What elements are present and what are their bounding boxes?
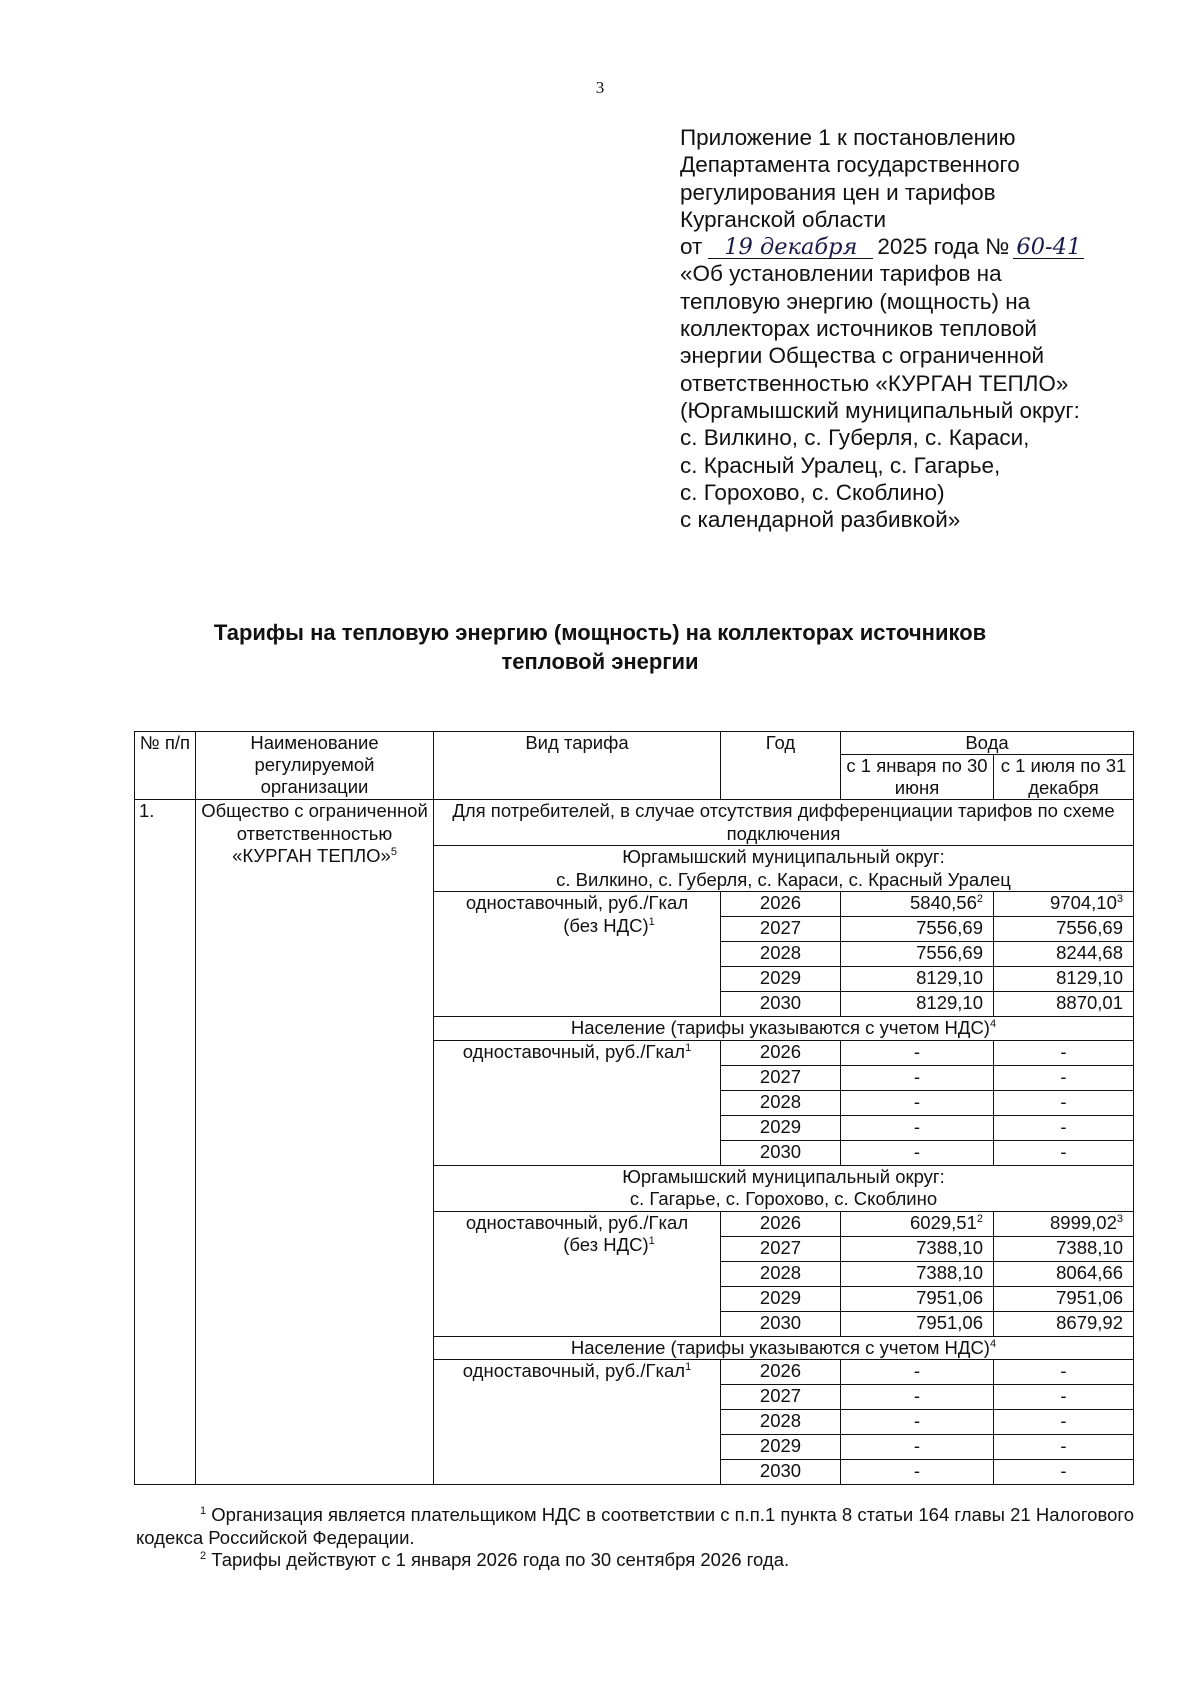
tariff-value: 8129,10: [916, 992, 983, 1013]
tariff-value-period-1: -: [841, 1435, 994, 1460]
header-row: [135, 732, 1134, 755]
appendix-subject-line: (Юргамышский муниципальный округ:: [680, 397, 1080, 423]
tariff-type-cell: [434, 1211, 721, 1336]
tariff-value: 8129,10: [916, 967, 983, 988]
tariff-value-period-2: [994, 992, 1134, 1017]
population-tariff-type-footnote-mark: 1: [685, 1360, 692, 1373]
appendix-subject-line: «Об установлении тарифов на: [680, 261, 1002, 287]
area-header: [434, 1165, 1134, 1211]
year-cell: 2026: [721, 1360, 841, 1385]
appendix-line: Приложение 1 к постановлению: [680, 125, 1016, 150]
footnote-text: Тарифы действуют с 1 января 2026 года по 30 сентября 2026 года.: [206, 1549, 790, 1570]
population-tariff-type: одноставочный, руб./Гкал: [462, 1040, 686, 1062]
tariff-type-line: одноставочный, руб./Гкал: [465, 1211, 689, 1233]
tariff-value-period-2: [994, 967, 1134, 992]
population-text-footnote-mark: 4: [989, 1337, 997, 1350]
tariff-value-period-2: -: [994, 1460, 1134, 1485]
tariff-value: 8999,02: [1050, 1211, 1117, 1233]
tariff-vat-note: (без НДС): [563, 914, 649, 936]
tariff-type-vat: [438, 1234, 716, 1257]
year-cell: 2030: [721, 1311, 841, 1336]
tariff-value-footnote-mark: 2: [976, 1212, 983, 1225]
tariff-value-period-1: [841, 1211, 994, 1236]
tariff-value: 8129,10: [1056, 967, 1123, 988]
org-name: Общество с ограниченной ответственностью «КУРГАН ТЕПЛО»: [201, 800, 428, 866]
tariff-vat-note-footnote-mark: 1: [648, 915, 655, 928]
population-tariff-type-footnote-mark: 1: [685, 1041, 692, 1054]
tariff-value-period-1: [841, 917, 994, 942]
tariff-value-period-1: [841, 942, 994, 967]
header-period-2: с 1 июля по 31 декабря: [994, 755, 1134, 800]
year-cell: 2027: [721, 917, 841, 942]
population-tariff-type: одноставочный, руб./Гкал: [462, 1360, 686, 1381]
tariff-value-period-2: [994, 1261, 1134, 1286]
page-title: [140, 618, 1060, 676]
header-water: Вода: [841, 732, 1134, 755]
tariff-value: 7388,10: [916, 1261, 983, 1283]
tariff-type-cell: [434, 892, 721, 1017]
appendix-line: регулирования цен и тарифов: [680, 179, 996, 205]
tariff-value-period-1: -: [841, 1410, 994, 1435]
tariff-value-period-1: [841, 1236, 994, 1261]
handwritten-date: 19 декабря: [708, 236, 873, 259]
tariff-value: 8064,66: [1056, 1261, 1123, 1283]
tariff-value: 7951,06: [1056, 1286, 1123, 1308]
tariff-value-footnote-mark: 3: [1116, 892, 1123, 905]
tariff-value-period-2: -: [994, 1410, 1134, 1435]
tariff-value-period-2: -: [994, 1385, 1134, 1410]
year-cell: 2028: [721, 1261, 841, 1286]
appendix-subject-line: тепловую энергию (мощность) на: [680, 288, 1031, 314]
tariff-value-period-2: -: [994, 1140, 1134, 1165]
tariff-value-period-1: -: [841, 1460, 994, 1485]
population-text: Население (тарифы указываются с учетом НДС): [570, 1336, 990, 1358]
year-cell: 2026: [721, 1211, 841, 1236]
tariff-value-period-1: [841, 1311, 994, 1336]
population-header: [434, 1017, 1134, 1041]
consumers-row: [135, 800, 1134, 846]
tariff-value: 7388,10: [916, 1236, 983, 1258]
appendix-subject-line: с. Горохово, с. Скоблино): [680, 479, 945, 505]
tariff-value-period-2: -: [994, 1090, 1134, 1115]
appendix-date-line: [680, 233, 1180, 260]
population-tariff-type-cell: [434, 1360, 721, 1485]
tariff-value: 7951,06: [916, 1311, 983, 1333]
tariff-value: 9704,10: [1050, 892, 1117, 913]
tariff-value: 6029,51: [910, 1211, 977, 1233]
appendix-subject-line: энергии Общества с ограниченной: [680, 343, 1045, 369]
tariff-value-period-2: -: [994, 1040, 1134, 1065]
from-prefix: от: [680, 234, 703, 260]
tariff-value-footnote-mark: 3: [1116, 1212, 1123, 1225]
tariff-vat-note: (без НДС): [563, 1234, 649, 1255]
tariff-value-period-2: -: [994, 1360, 1134, 1385]
tariff-table: [134, 731, 1134, 1485]
population-header: [434, 1336, 1134, 1360]
appendix-subject-line: с календарной разбивкой»: [680, 507, 961, 533]
tariff-value-period-2: [994, 892, 1134, 917]
tariff-value-period-2: [994, 942, 1134, 967]
tariff-value-period-1: [841, 967, 994, 992]
tariff-value: 7951,06: [916, 1286, 983, 1308]
appendix-subject-line: с. Вилкино, с. Губерля, с. Караси,: [680, 425, 1030, 451]
area-line: Юргамышский муниципальный округ:: [622, 846, 945, 867]
year-cell: 2030: [721, 1460, 841, 1485]
year-cell: 2029: [721, 1286, 841, 1311]
tariff-value: 7556,69: [1056, 917, 1123, 938]
appendix-subject: [680, 260, 1180, 533]
page-number: 3: [595, 78, 605, 97]
org-name-footnote-mark: 5: [390, 845, 397, 858]
year-cell: 2029: [721, 967, 841, 992]
tariff-value: 7556,69: [916, 942, 983, 963]
tariff-value: 7388,10: [1056, 1236, 1123, 1258]
year-cell: 2026: [721, 1040, 841, 1065]
footnote-text: Организация является плательщиком НДС в соответствии с п.п.1 пункта 8 статьи 164 главы 21 Налогового кодекса Российской Федерации.: [136, 1504, 1134, 1548]
tariff-value-period-1: [841, 892, 994, 917]
tariff-value-period-2: -: [994, 1115, 1134, 1140]
header-org: Наименование регулируемой организации: [196, 732, 434, 800]
year-cell: 2027: [721, 1236, 841, 1261]
header-num: № п/п: [135, 732, 196, 800]
tariff-value-period-2: [994, 1211, 1134, 1236]
year-cell: 2029: [721, 1435, 841, 1460]
tariff-value-period-1: [841, 1286, 994, 1311]
tariff-value-period-1: -: [841, 1090, 994, 1115]
year-cell: 2028: [721, 1410, 841, 1435]
tariff-value: 8679,92: [1056, 1311, 1123, 1333]
year-text: 2025 года №: [877, 234, 1010, 260]
row-number: 1.: [135, 800, 196, 1485]
area-line: Юргамышский муниципальный округ:: [622, 1165, 945, 1187]
population-text: Население (тарифы указываются с учетом НДС): [570, 1017, 990, 1038]
population-text-footnote-mark: 4: [989, 1017, 997, 1030]
year-cell: 2027: [721, 1065, 841, 1090]
tariff-vat-note-footnote-mark: 1: [648, 1234, 655, 1247]
tariff-value-period-2: [994, 1311, 1134, 1336]
tariff-value: 8870,01: [1056, 992, 1123, 1013]
header-year: Год: [721, 732, 841, 800]
appendix-line: Курганской области: [680, 206, 887, 232]
header-period-1: с 1 января по 30 июня: [841, 755, 994, 800]
tariff-value-period-1: -: [841, 1040, 994, 1065]
tariff-value-period-2: [994, 1286, 1134, 1311]
org-name-cell: [196, 800, 434, 1485]
area-villages: с. Вилкино, с. Губерля, с. Караси, с. Красный Уралец: [556, 868, 1011, 890]
appendix-block: [680, 124, 1180, 533]
footnote: [136, 1504, 1134, 1549]
tariff-value-footnote-mark: 2: [976, 892, 983, 905]
tariff-value: 8244,68: [1056, 942, 1123, 963]
tariff-value-period-2: [994, 1236, 1134, 1261]
footnote-mark: 1: [200, 1504, 207, 1517]
title-line: тепловой энергии: [501, 649, 699, 674]
year-cell: 2030: [721, 1140, 841, 1165]
year-cell: 2030: [721, 992, 841, 1017]
year-cell: 2029: [721, 1115, 841, 1140]
header-tariff-type: Вид тарифа: [434, 732, 721, 800]
area-header: [434, 846, 1134, 892]
handwritten-number: 60-41: [1013, 236, 1084, 259]
footnotes: [136, 1504, 1134, 1572]
tariff-value-period-2: [994, 917, 1134, 942]
area-villages: с. Гагарье, с. Горохово, с. Скоблино: [629, 1188, 938, 1209]
year-cell: 2027: [721, 1385, 841, 1410]
tariff-value-period-1: -: [841, 1140, 994, 1165]
tariff-value-period-1: -: [841, 1065, 994, 1090]
tariff-value-period-1: -: [841, 1385, 994, 1410]
tariff-type-line: одноставочный, руб./Гкал: [465, 892, 689, 913]
tariff-value-period-2: -: [994, 1065, 1134, 1090]
title-line: Тарифы на тепловую энергию (мощность) на коллекторах источников: [213, 620, 987, 645]
tariff-value-period-1: [841, 1261, 994, 1286]
population-tariff-type-cell: [434, 1040, 721, 1165]
footnote-mark: 2: [200, 1549, 207, 1562]
tariff-type-vat: [438, 915, 716, 938]
year-cell: 2028: [721, 1090, 841, 1115]
year-cell: 2026: [721, 892, 841, 917]
appendix-subject-line: коллекторах источников тепловой: [680, 316, 1037, 342]
year-cell: 2028: [721, 942, 841, 967]
consumers-header: Для потребителей, в случае отсутствия дифференциации тарифов по схеме подключения: [434, 800, 1134, 846]
footnote: [136, 1549, 1134, 1572]
tariff-value: 7556,69: [916, 917, 983, 938]
tariff-value-period-2: -: [994, 1435, 1134, 1460]
appendix-line: Департамента государственного: [680, 152, 1020, 178]
tariff-value-period-1: -: [841, 1115, 994, 1140]
tariff-value: 5840,56: [910, 892, 977, 913]
tariff-value-period-1: [841, 992, 994, 1017]
appendix-subject-line: с. Красный Уралец, с. Гагарье,: [680, 452, 1001, 478]
tariff-value-period-1: -: [841, 1360, 994, 1385]
appendix-subject-line: ответственностью «КУРГАН ТЕПЛО»: [680, 370, 1069, 396]
